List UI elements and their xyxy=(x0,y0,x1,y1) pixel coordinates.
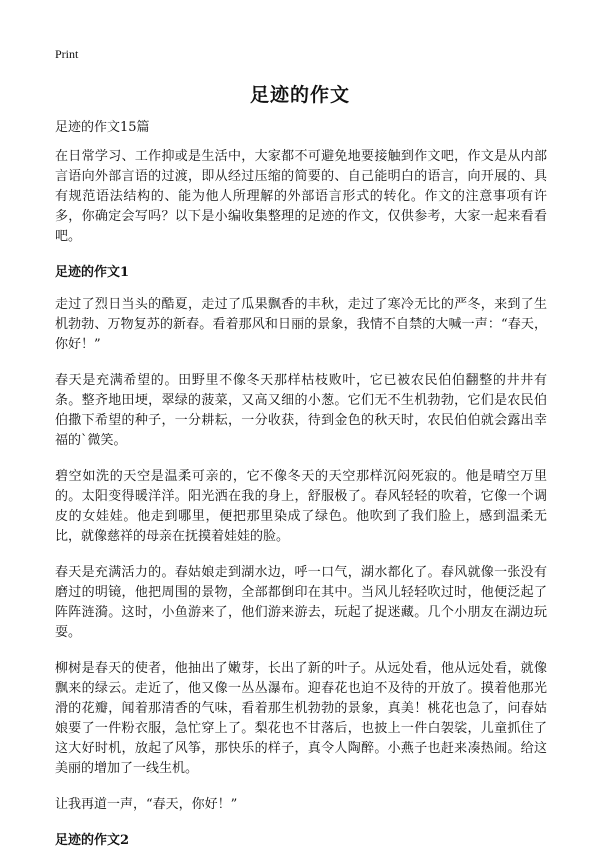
print-link[interactable]: Print xyxy=(55,47,79,61)
paragraph: 走过了烈日当头的酷夏，走过了瓜果飘香的丰秋，走过了寒冷无比的严冬，来到了生机勃勃、万物复苏的新春。看着那风和日丽的景象，我情不自禁的大喊一声：“春天，你好！” xyxy=(55,297,547,352)
paragraph: 春天是充满希望的。田野里不像冬天那样枯枝败叶，它已被农民伯伯翻整的井井有条。整齐地田埂，翠绿的菠菜，又高又细的小葱。它们无不生机勃勃，它们是农民伯伯撒下希望的种子，一分耕耘，一分收获，待到金色的秋天时，农民伯伯就会露出幸福的`微笑。 xyxy=(55,373,547,448)
section-heading: 足迹的作文1 xyxy=(55,265,130,280)
intro-paragraph: 在日常学习、工作抑或是生活中，大家都不可避免地要接触到作文吧，作文是从内部言语向外部言语的过渡，即从经过压缩的简要的、自己能明白的语言，向开展的、具有规范语法结构的、能为他人所理解的外部语言形式的转化。作文的注意事项有许多，你确定会写吗？以下是小编收集整理的足迹的作文，仅供参考，大家一起来看看吧。 xyxy=(55,149,547,244)
paragraph: 柳树是春天的使者，他抽出了嫩芽，长出了新的叶子。从远处看，他从远处看，就像飘来的绿云。走近了，他又像一丛丛瀑布。迎春花也迫不及待的开放了。摸着他那光滑的花瓣，闻着那清香的气味，看着那生机勃勃的景象，真美！桃花也急了，问春姑娘要了一件粉衣服，急忙穿上了。梨花也不甘落后，也披上一件白袈裟，儿童抓住了这大好时机，放起了风筝，那快乐的样子，真令人陶醉。小燕子也赶来凑热闹。给这美丽的增加了一线生机。 xyxy=(55,661,547,776)
page-title: 足迹的作文 xyxy=(249,84,350,106)
paragraph: 碧空如洗的天空是温柔可亲的，它不像冬天的天空那样沉闷死寂的。他是晴空万里的。太阳变得暖洋洋。阳光洒在我的身上，舒服极了。春风轻轻的吹着，它像一个调皮的女娃娃。他走到哪里，便把那里染成了绿色。他吹到了我们脸上，感到温柔无比，就像慈祥的母亲在抚摸着娃娃的脸。 xyxy=(55,469,547,544)
paragraph: 春天是充满活力的。春姑娘走到湖水边，呼一口气，湖水都化了。春风就像一张没有磨过的明镜，他把周围的景物，全部都倒印在其中。当风儿轻轻吹过时，他便泛起了阵阵涟漪。这时，小鱼游来了，他们游来游去，玩起了捉迷藏。几个小朋友在湖边玩耍。 xyxy=(55,565,547,640)
section-heading: 足迹的作文2 xyxy=(55,833,130,848)
paragraph: 让我再道一声，“春天，你好！” xyxy=(55,797,238,812)
article-subtitle: 足迹的作文15篇 xyxy=(55,120,150,135)
article-body xyxy=(55,118,547,863)
